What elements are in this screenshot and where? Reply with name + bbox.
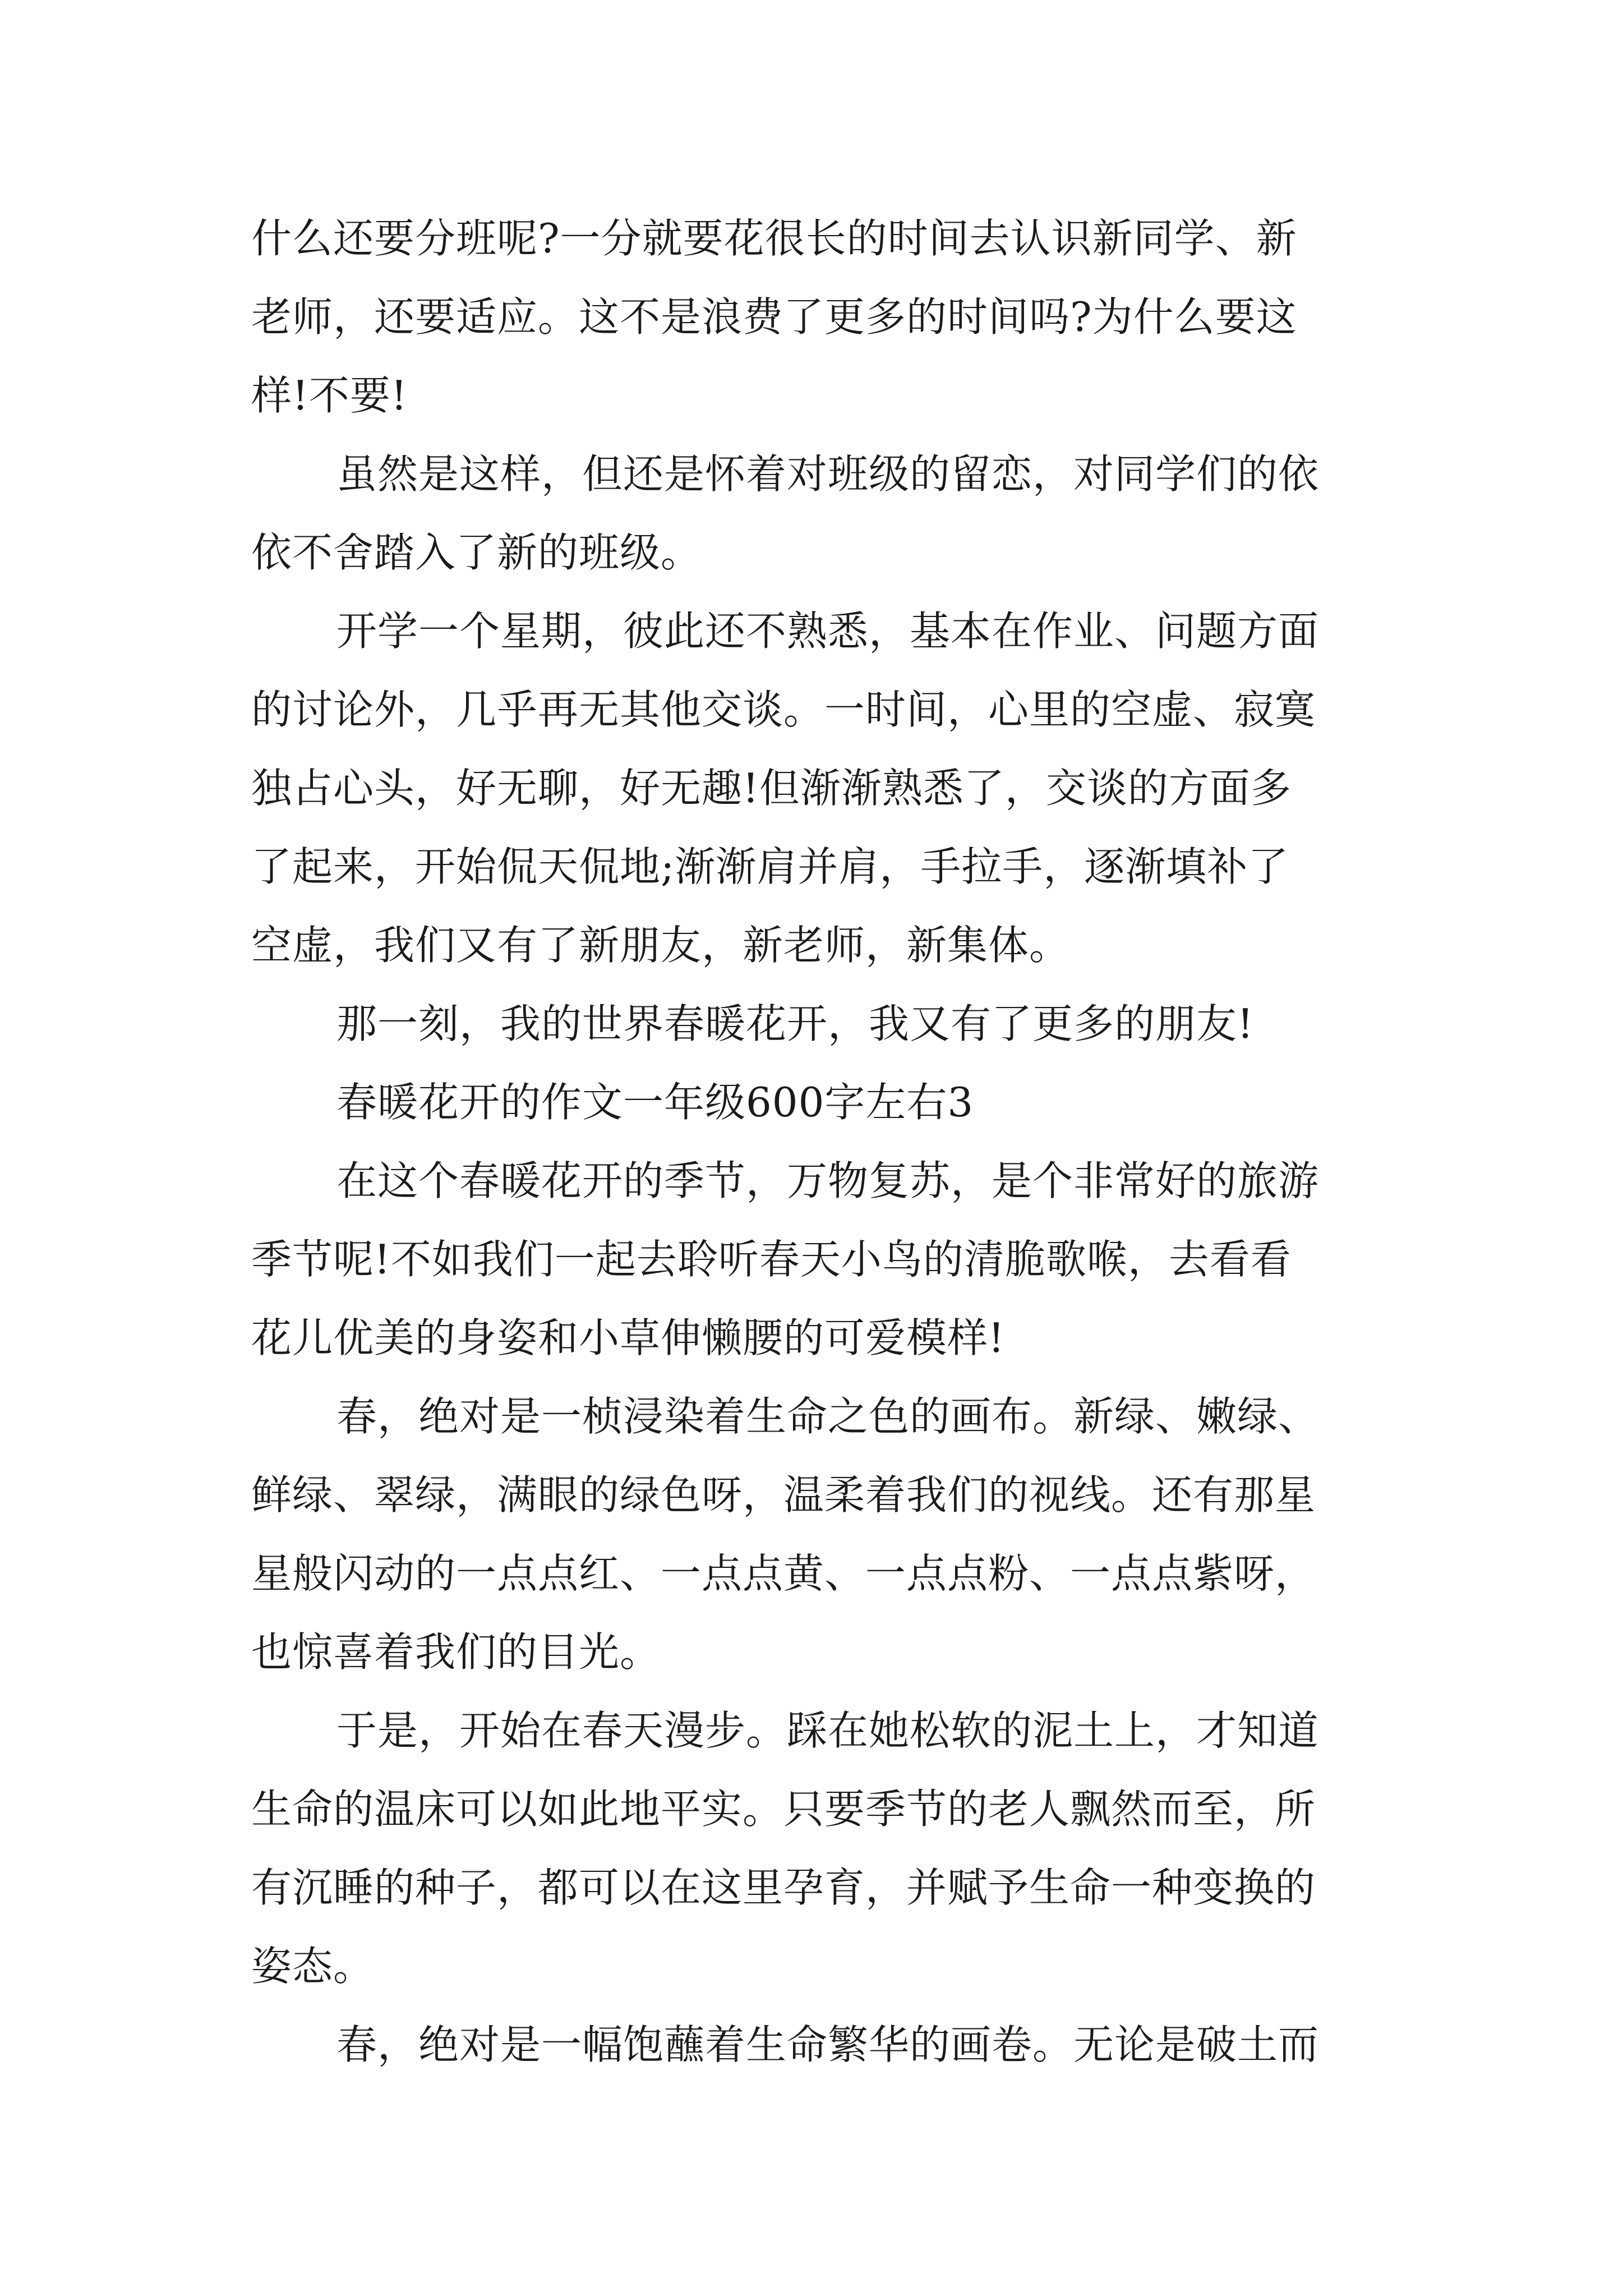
text-line: 什么还要分班呢?一分就要花很长的时间去认识新同学、新 [251, 215, 1297, 262]
text-line: 生命的温床可以如此地平实。只要季节的老人飘然而至，所 [251, 1786, 1316, 1833]
paragraph-first-line: 那一刻，我的世界春暖花开，我又有了更多的朋友! [336, 1000, 1254, 1047]
text-line: 季节呢!不如我们一起去聆听春天小鸟的清脆歌喉，去看看 [251, 1236, 1292, 1283]
text-line: 样!不要! [251, 372, 408, 419]
text-line: 也惊喜着我们的目光。 [251, 1628, 661, 1676]
text-line: 的讨论外，几乎再无其他交谈。一时间，心里的空虚、寂寞 [251, 686, 1316, 733]
text-line: 老师，还要适应。这不是浪费了更多的时间吗?为什么要这 [251, 293, 1297, 341]
paragraph-first-line: 在这个春暖花开的季节，万物复苏，是个非常好的旅游 [336, 1157, 1320, 1204]
text-line: 花儿优美的身姿和小草伸懒腰的可爱模样! [251, 1314, 1005, 1361]
text-line: 星般闪动的一点点红、一点点黄、一点点粉、一点点紫呀， [251, 1550, 1316, 1597]
text-line: 独占心头，好无聊，好无趣!但渐渐熟悉了，交谈的方面多 [251, 765, 1292, 812]
paragraph-first-line: 春，绝对是一桢浸染着生命之色的画布。新绿、嫩绿、 [336, 1393, 1320, 1440]
text-line: 鲜绿、翠绿，满眼的绿色呀，温柔着我们的视线。还有那星 [251, 1471, 1316, 1519]
text-line: 依不舍踏入了新的班级。 [251, 529, 702, 576]
section-heading: 春暖花开的作文一年级600字左右3 [336, 1079, 974, 1126]
text-line: 姿态。 [251, 1943, 375, 1990]
paragraph-first-line: 春，绝对是一幅饱蘸着生命繁华的画卷。无论是破土而 [336, 2021, 1320, 2068]
text-line: 了起来，开始侃天侃地;渐渐肩并肩，手拉手，逐渐填补了 [251, 843, 1289, 890]
paragraph-first-line: 虽然是这样，但还是怀着对班级的留恋，对同学们的依 [336, 450, 1320, 498]
text-line: 有沉睡的种子，都可以在这里孕育，并赋予生命一种变换的 [251, 1864, 1316, 1911]
text-line: 空虚，我们又有了新朋友，新老师，新集体。 [251, 922, 1071, 969]
paragraph-first-line: 于是，开始在春天漫步。踩在她松软的泥土上，才知道 [336, 1707, 1320, 1754]
paragraph-first-line: 开学一个星期，彼此还不熟悉，基本在作业、问题方面 [336, 608, 1320, 655]
